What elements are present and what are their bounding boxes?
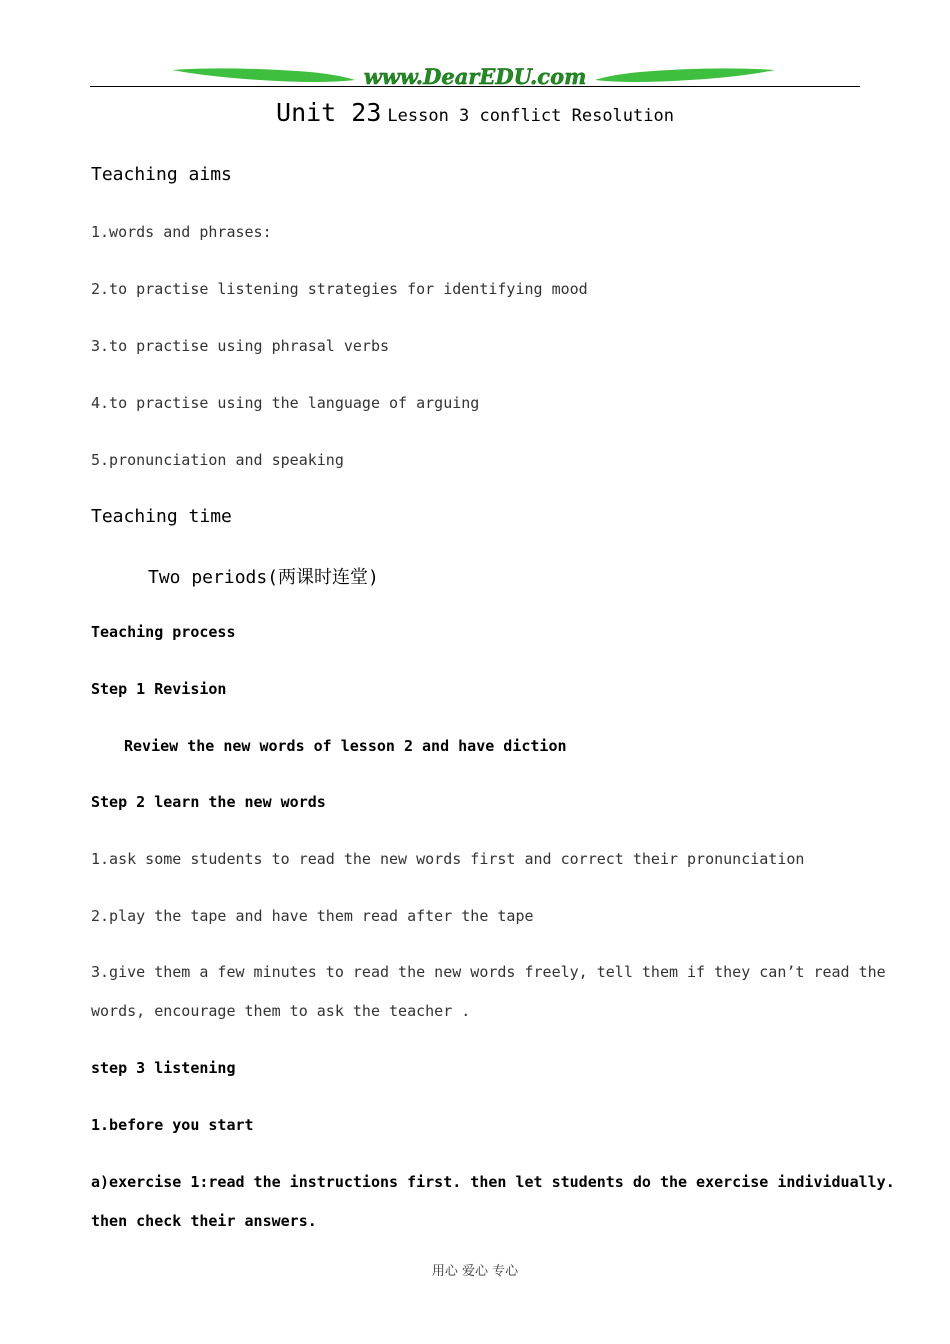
step3-sub: 1.before you start bbox=[91, 1116, 254, 1134]
step1-heading: Step 1 Revision bbox=[91, 680, 227, 698]
time-value: Two periods(两课时连堂) bbox=[148, 567, 379, 588]
step2-item: 1.ask some students to read the new words first and correct their pronunciation bbox=[91, 850, 805, 868]
step2-item: words, encourage them to ask the teacher . bbox=[91, 1002, 471, 1020]
page-title bbox=[0, 98, 950, 127]
step3-line: a)exercise 1:read the instructions first. then let students do the exercise individually. bbox=[91, 1173, 895, 1191]
step1-text: Review the new words of lesson 2 and have diction bbox=[124, 737, 567, 755]
title-unit: Unit 23 bbox=[276, 98, 382, 127]
step2-item: 3.give them a few minutes to read the new words freely, tell them if they can’t read the bbox=[91, 963, 886, 981]
step2-heading: Step 2 learn the new words bbox=[91, 793, 326, 811]
aim-item: 5.pronunciation and speaking bbox=[91, 451, 344, 469]
aim-item: 3.to practise using phrasal verbs bbox=[91, 337, 390, 355]
aim-item: 2.to practise listening strategies for identifying mood bbox=[91, 280, 588, 298]
header-rule bbox=[90, 86, 860, 87]
step2-item: 2.play the tape and have them read after the tape bbox=[91, 907, 534, 925]
step3-heading: step 3 listening bbox=[91, 1059, 236, 1077]
aim-item: 1.words and phrases: bbox=[91, 223, 272, 241]
time-heading: Teaching time bbox=[91, 506, 232, 527]
page-footer: 用心 爱心 专心 bbox=[431, 1264, 519, 1279]
logo-text: www.DearEDU.com bbox=[363, 64, 587, 89]
title-lesson: Lesson 3 conflict Resolution bbox=[387, 106, 674, 126]
step3-line: then check their answers. bbox=[91, 1212, 317, 1230]
aim-item: 4.to practise using the language of arguing bbox=[91, 394, 480, 412]
process-heading: Teaching process bbox=[91, 623, 236, 641]
aims-heading: Teaching aims bbox=[91, 164, 232, 185]
